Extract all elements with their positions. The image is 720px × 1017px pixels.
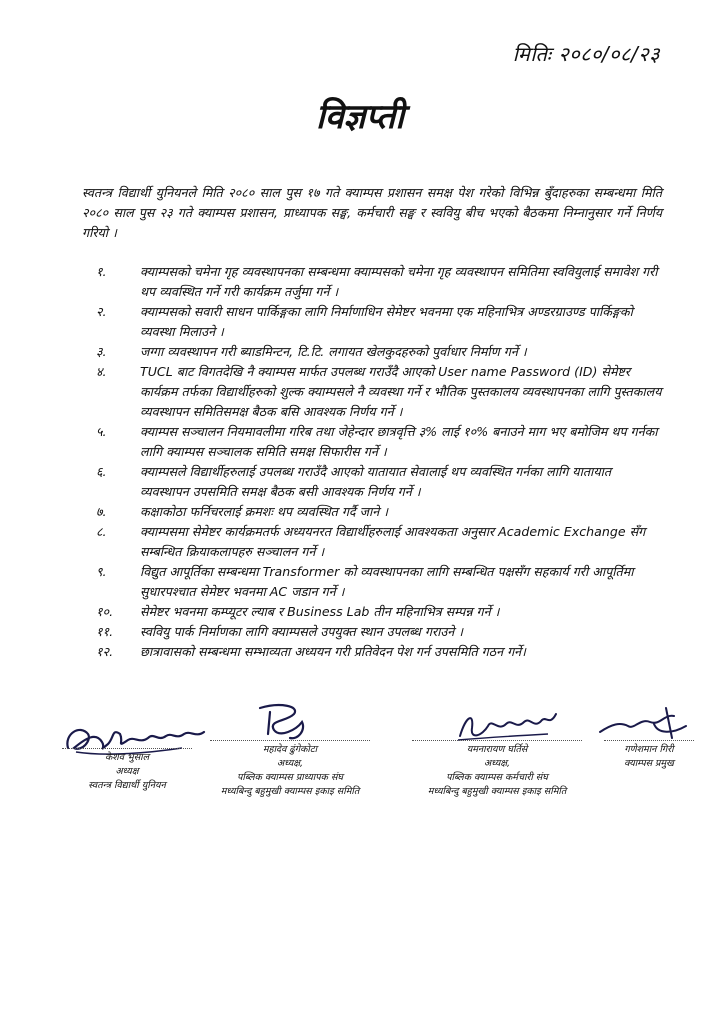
- list-item: [82, 302, 662, 342]
- item-number: ३.: [96, 344, 107, 359]
- list-item: [82, 502, 662, 522]
- signatory-name: गणेशमान गिरी: [624, 744, 674, 755]
- item-text: क्याम्पस सञ्चालन नियमावलीमा गरिब तथा जेहेन्दार छात्रवृत्ति ३% लाई १०% बनाउने माग भए बमोजिम थप गर्नका लागि क्याम्पस सञ्चालक समिति समक्ष सिफारीस गर्ने ।: [140, 424, 658, 459]
- list-item: [82, 262, 662, 302]
- item-number: ९.: [96, 564, 107, 579]
- list-item: [82, 422, 662, 462]
- item-text: क्याम्पसले विद्यार्थीहरुलाई उपलब्ध गराउँदै आएको यातायात सेवालाई थप व्यवस्थित गर्नका लागि यातायात व्यवस्थापन उपसमिति समक्ष बैठक बसी आवश्यक निर्णय गर्ने ।: [140, 464, 612, 499]
- item-text: क्याम्पसमा सेमेष्टर कार्यक्रमतर्फ अध्ययनरत विद्यार्थीहरुलाई आवश्यकता अनुसार Academic Exchange सँग सम्बन्धित क्रियाकलापहरु सञ्चालन गर्ने ।: [140, 524, 646, 559]
- signature-4-image: [594, 704, 694, 744]
- signature-line: [210, 740, 370, 741]
- signatory-org-unit: मध्यबिन्दु बहुमुखी क्याम्पस इकाइ समिति: [427, 786, 567, 797]
- signatory-org: पब्लिक क्याम्पस प्राध्यापक संघ: [237, 772, 343, 783]
- item-number: १२.: [96, 644, 114, 659]
- signatory-org-unit: मध्यबिन्दु बहुमुखी क्याम्पस इकाइ समिति: [220, 786, 360, 797]
- signature-line: [62, 748, 192, 749]
- item-number: ८.: [96, 524, 107, 539]
- list-item: [82, 362, 662, 422]
- signatory-name: महादेव ढुंगेकोटा: [262, 744, 318, 755]
- list-item: [82, 642, 662, 662]
- signature-line: [412, 740, 582, 741]
- item-number: १.: [96, 264, 107, 279]
- signatory-campus-chief: [604, 740, 694, 771]
- item-text: TUCL बाट विगतदेखि नै क्याम्पस मार्फत उपलब्ध गराउँदै आएको User name Password (ID) सेमेष्टर कार्यक्रम तर्फका विद्यार्थीहरुको शुल्क क्याम्पसले नै व्यवस्था गर्ने र भौतिक पुस्तकालय व्यवस्थापनका लागि पुस्तकालय व्यवस्थापन समितिसमक्ष बैठक बसि आवश्यक निर्णय गर्ने ।: [140, 364, 662, 419]
- item-text: जग्गा व्यवस्थापन गरी ब्याडमिन्टन, टि.टि. लगायत खेलकुदहरुको पुर्वाधार निर्माण गर्ने ।: [140, 344, 527, 359]
- item-text: कक्षाकोठा फर्निचरलाई क्रमशः थप व्यवस्थित गर्दै जाने ।: [140, 504, 388, 519]
- list-item: [82, 622, 662, 642]
- item-text: सेमेष्टर भवनमा कम्प्यूटर ल्याब र Business Lab तीन महिनाभित्र सम्पन्न गर्ने ।: [140, 604, 500, 619]
- item-text: क्याम्पसको सवारी साधन पार्किङ्गका लागि निर्माणाधिन सेमेष्टर भवनमा एक महिनाभित्र अण्डरग्राउण्ड पार्किङ्गको व्यवस्था मिलाउने ।: [140, 304, 633, 339]
- signatory-teachers-union: [210, 740, 370, 799]
- signature-2-image: [250, 700, 320, 745]
- signatory-name: केशव भुसाल: [104, 752, 150, 763]
- signatory-staff-union: [412, 740, 582, 799]
- intro-paragraph: स्वतन्त्र विद्यार्थी युनियनले मिति २०८० साल पुस १७ गते क्याम्पस प्रशासन समक्ष पेश गरेको विभिन्न बुँदाहरुका सम्बन्धमा मिति २०८० साल पुस २३ गते क्याम्पस प्रशासन, प्राध्यापक सङ्घ, कर्मचारी सङ्घ र स्ववियु बीच भएको बैठकमा निम्नानुसार गर्ने निर्णय गरियो ।: [82, 185, 662, 240]
- item-text: विद्युत आपूर्तिका सम्बन्धमा Transformer को व्यवस्थापनका लागि सम्बन्धित पक्षसँग सहकार्य गरी आपूर्तिमा सुधारपश्चात सेमेष्टर भवनमा AC जडान गर्ने ।: [140, 564, 634, 599]
- signature-line: [604, 740, 694, 741]
- list-item: [82, 522, 662, 562]
- signatory-role: क्याम्पस प्रमुख: [624, 758, 674, 769]
- item-number: १०.: [96, 604, 114, 619]
- item-text: छात्रावासको सम्बन्धमा सम्भाव्यता अध्ययन गरी प्रतिवेदन पेश गर्न उपसमिति गठन गर्ने।: [140, 644, 526, 659]
- item-number: ५.: [96, 424, 107, 439]
- signature-area: [0, 700, 720, 810]
- signatory-name: यमनारायण घर्तिसे: [466, 744, 528, 755]
- signatory-role: अध्यक्ष: [115, 766, 139, 777]
- item-number: ४.: [96, 364, 107, 379]
- list-item: [82, 602, 662, 622]
- item-number: २.: [96, 304, 107, 319]
- notice-title: विज्ञप्ती: [315, 97, 405, 137]
- list-item: [82, 562, 662, 602]
- decision-list: [82, 262, 662, 662]
- item-number: ६.: [96, 464, 107, 479]
- signatory-student-union: [62, 748, 192, 793]
- signatory-role: अध्यक्ष,: [483, 758, 511, 769]
- item-text: स्ववियु पार्क निर्माणका लागि क्याम्पसले उपयुक्त स्थान उपलब्ध गराउने ।: [140, 624, 464, 639]
- item-number: ७.: [96, 504, 107, 519]
- list-item: [82, 462, 662, 502]
- signatory-org: स्वतन्त्र विद्यार्थी युनियन: [88, 780, 166, 791]
- list-item: [82, 342, 662, 362]
- signatory-org: पब्लिक क्याम्पस कर्मचारी संघ: [446, 772, 548, 783]
- signatory-role: अध्यक्ष,: [276, 758, 304, 769]
- item-text: क्याम्पसको चमेना गृह व्यवस्थापनका सम्बन्धमा क्याम्पसको चमेना गृह व्यवस्थापन समितिमा स्ववियुलाई समावेश गरी थप व्यवस्थित गर्ने गरी कार्यक्रम तर्जुमा गर्ने ।: [140, 264, 658, 299]
- item-number: ११.: [96, 624, 114, 639]
- notice-date: मितिः २०८०/०८/२३: [512, 42, 660, 66]
